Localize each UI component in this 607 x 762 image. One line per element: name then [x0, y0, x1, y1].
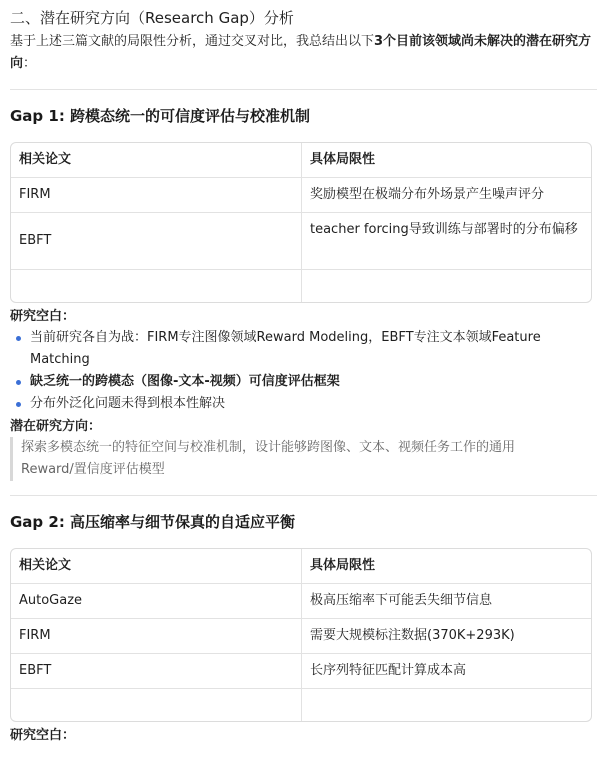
list-item-text: 缺乏统一的跨模态（图像-文本-视频）可信度评估框架	[30, 374, 340, 389]
section-heading: 二、潜在研究方向（Research Gap）分析	[10, 9, 294, 27]
table-row	[11, 178, 591, 213]
list-item	[12, 371, 597, 393]
table-header-paper: 相关论文	[11, 143, 302, 178]
table-cell: 奖励模型在极端分布外场景产生噪声评分	[302, 178, 592, 213]
gap-1-blank-label: 研究空白：	[10, 309, 76, 324]
gap-1-direction-label: 潜在研究方向：	[10, 419, 102, 434]
list-item	[12, 393, 597, 415]
intro-bold: 3个目前该领域尚未解决的潜在研究方向	[10, 34, 592, 71]
table-cell: AutoGaze	[11, 584, 302, 619]
table-cell	[11, 270, 302, 303]
list-item	[12, 327, 597, 371]
table-header-paper: 相关论文	[11, 549, 302, 584]
gap-1-direction-quote: 探索多模态统一的特征空间与校准机制，设计能够跨图像、文本、视频任务工作的通用Reward/置信度评估模型	[10, 437, 566, 481]
table-header-limitation: 具体局限性	[302, 143, 592, 178]
divider	[10, 89, 597, 90]
table-cell	[302, 270, 592, 303]
table-cell: FIRM	[11, 619, 302, 654]
intro-suffix: ：	[23, 56, 37, 71]
intro-prefix: 基于上述三篇文献的局限性分析，通过交叉对比，我总结出以下	[10, 34, 375, 49]
table-cell	[11, 689, 302, 722]
table-row	[11, 213, 591, 270]
list-item-text: 分布外泛化问题未得到根本性解决	[30, 396, 226, 411]
gap-1-title: Gap 1: 跨模态统一的可信度评估与校准机制	[10, 107, 311, 125]
table-row	[11, 584, 591, 619]
table-row	[11, 654, 591, 689]
table-header-row	[11, 549, 591, 584]
gap-1-points	[10, 327, 597, 415]
divider	[10, 495, 597, 496]
gap-1-table	[10, 142, 592, 303]
gap-2-blank-label: 研究空白：	[10, 728, 76, 743]
table-cell: teacher forcing导致训练与部署时的分布偏移	[302, 213, 592, 270]
table-cell: EBFT	[11, 654, 302, 689]
list-item-text: 当前研究各自为战：FIRM专注图像领域Reward Modeling，EBFT专注文本领域Feature Matching	[30, 330, 541, 367]
table-header-limitation: 具体局限性	[302, 549, 592, 584]
document-page	[0, 5, 607, 762]
table-row-empty	[11, 689, 591, 722]
table-cell: 极高压缩率下可能丢失细节信息	[302, 584, 592, 619]
table-cell: FIRM	[11, 178, 302, 213]
table-row	[11, 619, 591, 654]
table-row-empty	[11, 270, 591, 303]
intro-paragraph	[10, 31, 597, 75]
gap-2-table	[10, 548, 592, 722]
table-cell	[302, 689, 592, 722]
table-header-row	[11, 143, 591, 178]
table-cell: EBFT	[11, 213, 302, 270]
gap-2-title: Gap 2: 高压缩率与细节保真的自适应平衡	[10, 513, 296, 531]
table-cell: 需要大规模标注数据(370K+293K)	[302, 619, 592, 654]
table-cell: 长序列特征匹配计算成本高	[302, 654, 592, 689]
